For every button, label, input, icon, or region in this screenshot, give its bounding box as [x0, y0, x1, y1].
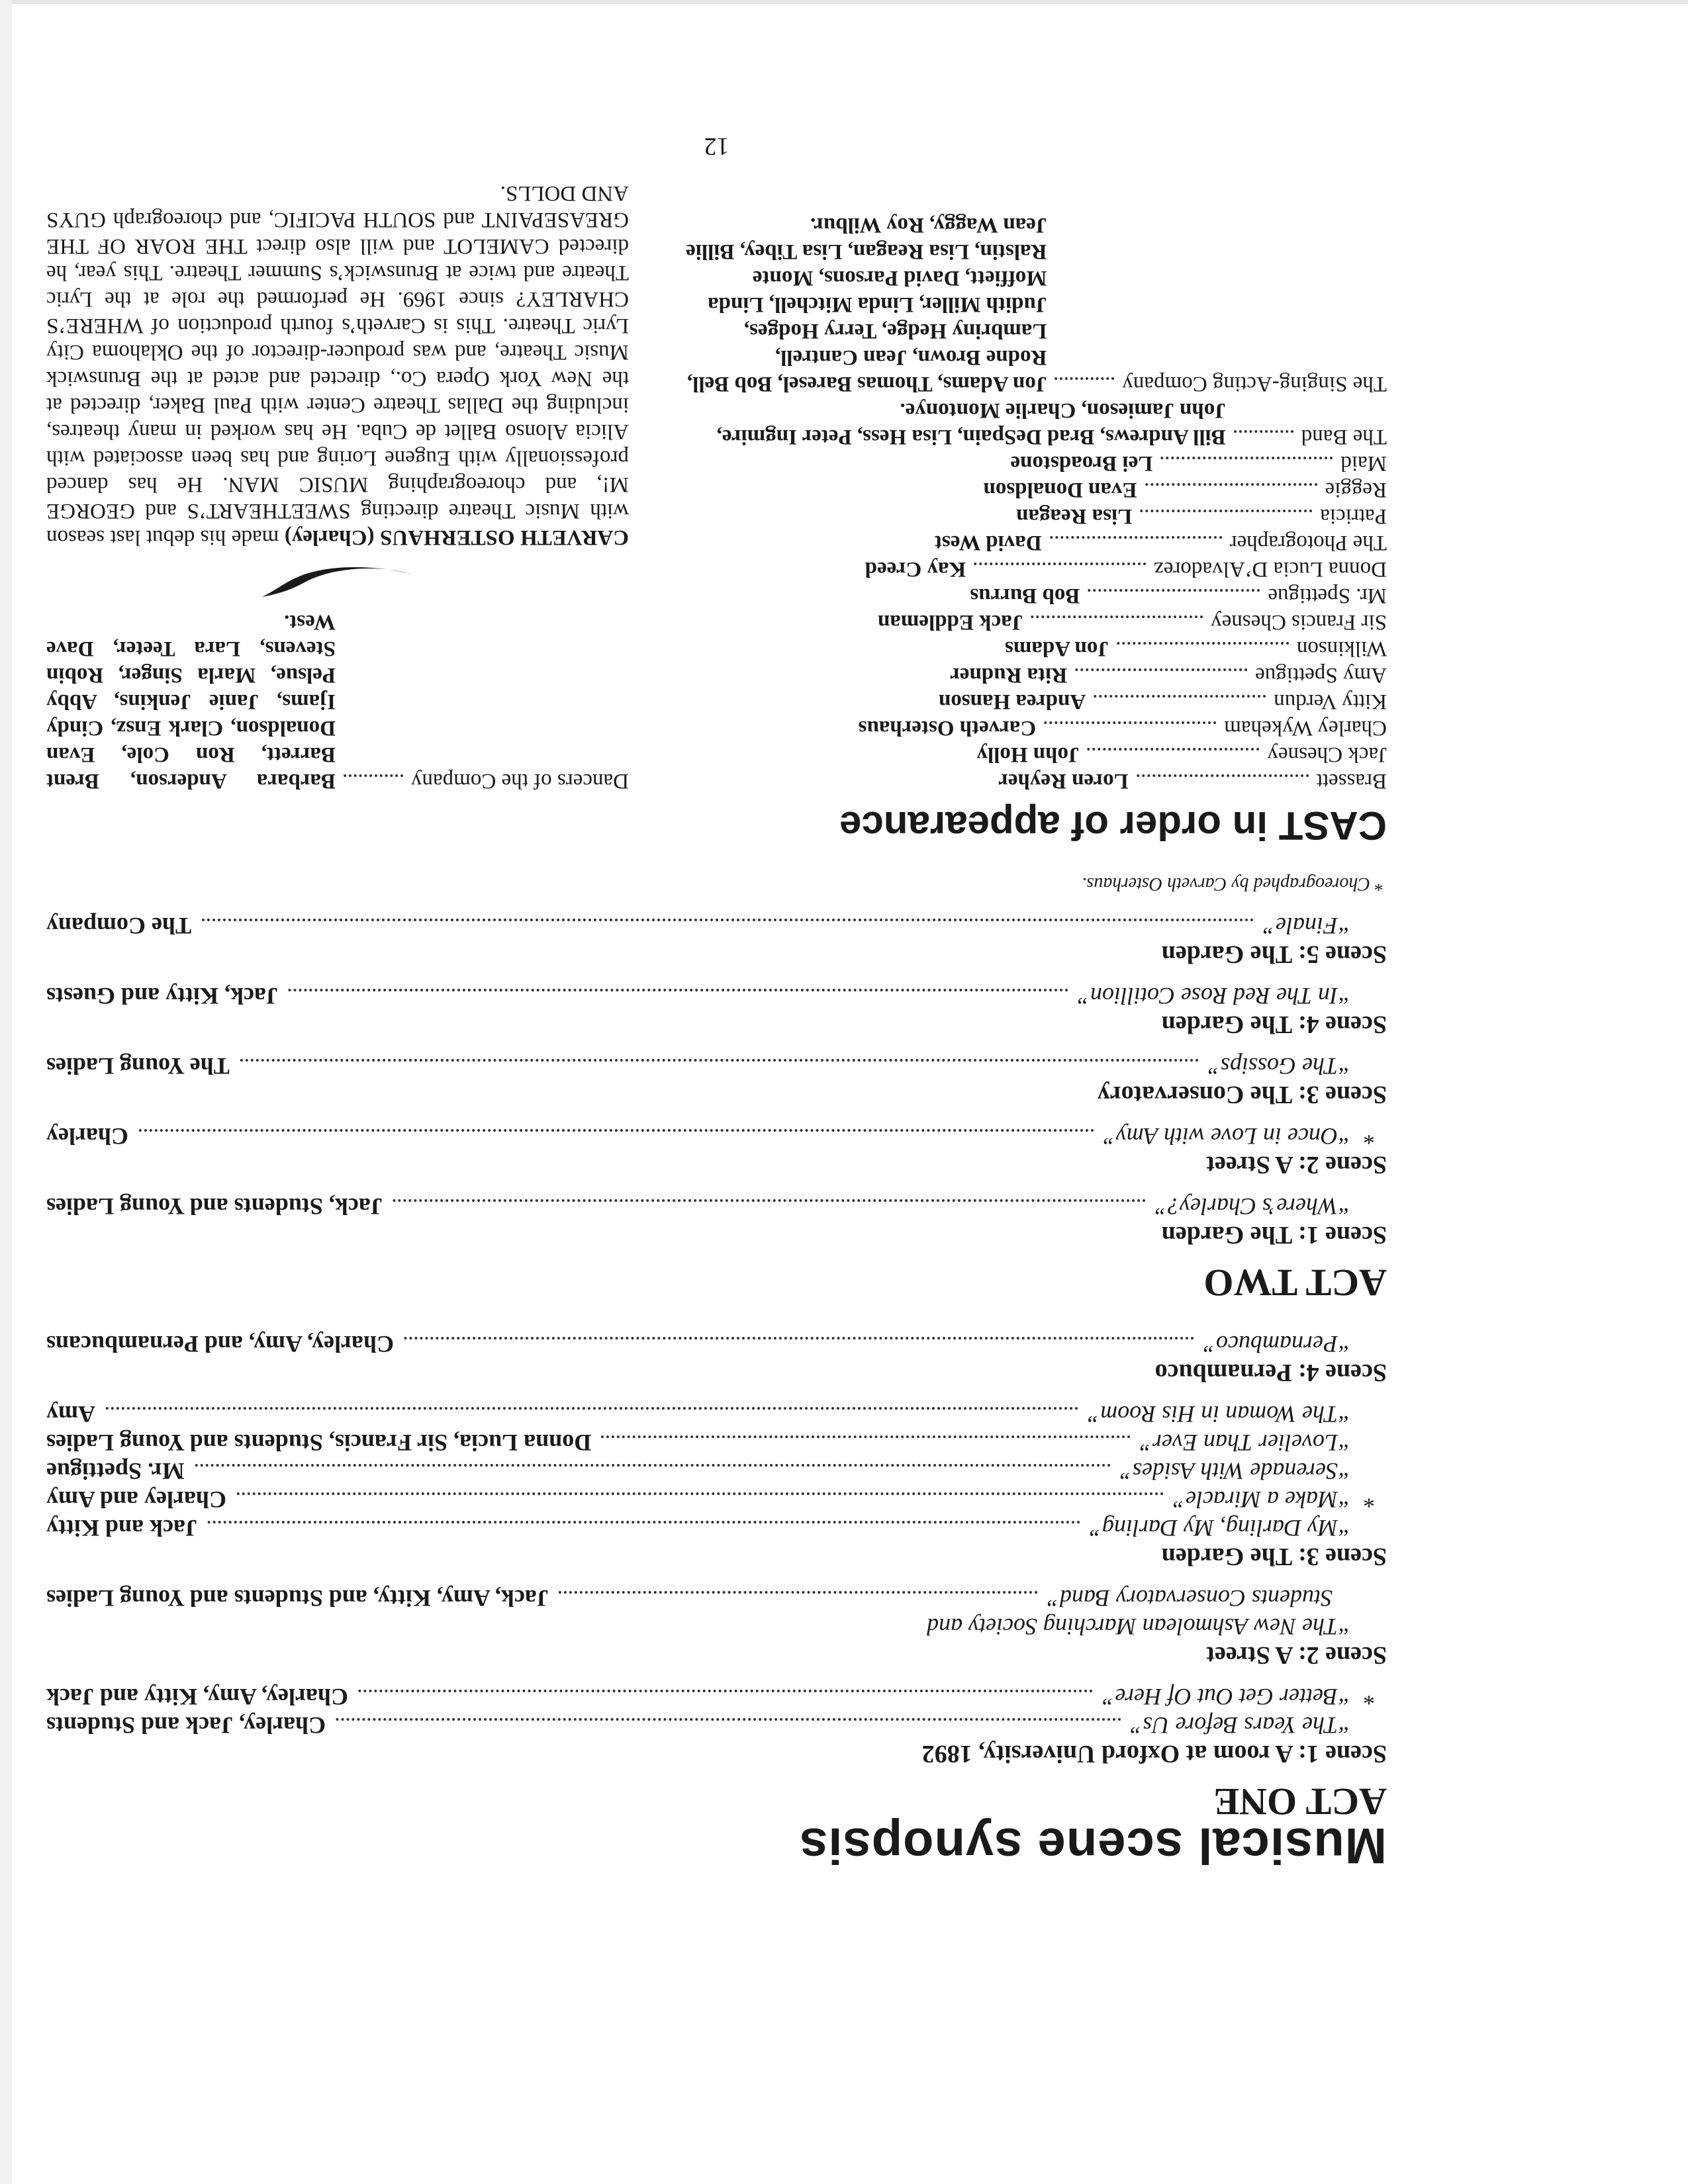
dot-leader	[1137, 774, 1309, 777]
song-title: “Pernambuco”	[1203, 1331, 1351, 1357]
dot-leader	[1031, 615, 1203, 618]
cast-role: Donna Lucia D’Alvadorez	[1154, 557, 1387, 581]
choreography-star: *	[1363, 1684, 1375, 1710]
cast-actor: John Holly	[976, 743, 1080, 766]
song-title: “The Years Before Us”	[1129, 1712, 1351, 1739]
song-title: “In The Red Rose Cotillion”	[1077, 983, 1351, 1009]
dot-leader	[357, 1690, 1092, 1692]
dot-leader	[344, 774, 403, 794]
dot-leader	[974, 563, 1146, 565]
song-performers: Jack and Kitty	[46, 1515, 198, 1541]
cast-role: The Photographer	[1229, 531, 1387, 555]
dot-leader	[1044, 721, 1216, 724]
dot-leader	[287, 989, 1068, 991]
choreography-star: *	[1363, 1123, 1375, 1150]
bio-text: made his debut last season with Music Theatre directing SWEETHEART’S and GEORGE M!, and choreographing MUSIC MAN. He has danced professionally with Eugene Loring and has been associated with Alicia Alonso Ballet de Cuba. He has worked in many theatres, including the Dallas Theatre Center with Paul Baker, directed at the New York Opera Co., directed and acted at the Brunswick Music Theatre, and was producer-director of the Oklahoma City Lyric Theatre. This is Carveth’s fourth production of WHERE’S CHARLEY? since 1969. He performed the role at the Lyric Theatre and twice at Brunswick’s Summer Theatre. This year, he directed CAMELOT and will also direct THE ROAR OF THE GREASEPAINT and SOUTH PACIFIC, and choreograph GUYS AND DOLLS.	[46, 181, 629, 549]
dot-leader	[239, 1059, 1198, 1062]
song-performers: Amy	[46, 1401, 95, 1428]
bio-name: CARVETH OSTERHAUS	[380, 525, 629, 549]
song-row	[46, 1485, 1387, 1514]
cast-columns	[46, 180, 1387, 794]
song-title: “Better Get Out Of Here”	[1102, 1684, 1351, 1710]
cast-group-row	[685, 212, 1387, 397]
song-row	[46, 1514, 1387, 1542]
cast-row	[685, 529, 1387, 556]
cast-row	[685, 662, 1387, 688]
song-row	[46, 1682, 1387, 1711]
choreography-star: *	[1363, 1486, 1375, 1513]
song-title-first-line: “The New Ashmolean Marching Society and	[927, 1614, 1351, 1640]
dot-leader	[1088, 589, 1260, 592]
cast-role: Kitty Verdun	[1274, 690, 1387, 713]
act-two-heading: ACT TWO	[1203, 1261, 1387, 1304]
cast-row	[685, 609, 1387, 635]
song-performers: Charley, Amy, and Pernambucans	[46, 1331, 395, 1357]
song-row	[46, 1428, 1387, 1457]
cast-group-members: Bill Andrews, Brad DeSpain, Lisa Hess, Peter Ingmire, John Jamieson, Charlie Montonye.	[716, 398, 1226, 449]
song-row	[46, 1192, 1387, 1220]
song-row	[46, 1584, 1387, 1612]
song-performers: Mr. Spettigue	[46, 1458, 185, 1484]
act-one-heading: ACT ONE	[1213, 1780, 1387, 1823]
song-row	[46, 1122, 1387, 1150]
song-title-line	[46, 1612, 1387, 1641]
dot-leader	[1055, 377, 1114, 397]
song-title: “The Woman in His Room”	[1087, 1401, 1351, 1428]
cast-actor: David West	[934, 531, 1042, 555]
song-performers: Charley and Amy	[46, 1486, 227, 1513]
song-title: “The Gossips”	[1207, 1053, 1351, 1079]
scene-heading: Scene 1: The Garden	[1161, 1221, 1387, 1249]
song-performers: The Young Ladies	[46, 1053, 230, 1079]
bio-role: (Charley)	[284, 525, 375, 549]
song-performers: Charley, Amy, Kitty and Jack	[46, 1684, 349, 1710]
dancers-members: Barbara Anderson, Brent Barrett, Ron Cole, Evan Donaldson, Clark Ensz, Cindy Ijams, Janie Jenkins, Abby Pelsue, Marla Singer, Robin Stevens, Lara Teeter, Dave West.	[46, 610, 336, 793]
dot-leader	[1117, 642, 1289, 645]
cast-actor: Evan Donaldson	[983, 478, 1137, 502]
page-title: Musical scene synopsis	[799, 1817, 1387, 1874]
dot-leader	[105, 1407, 1078, 1410]
cast-actor: Bob Burrus	[970, 584, 1080, 608]
cast-role: Patricia	[1320, 504, 1387, 528]
cast-actor: Kay Creed	[865, 557, 966, 581]
song-row	[46, 981, 1387, 1010]
cast-role: Amy Spettigue	[1255, 663, 1387, 687]
cast-actor: Lisa Reagan	[1016, 504, 1133, 528]
page-content	[46, 7, 1387, 1874]
dot-leader	[392, 1199, 1145, 1202]
cast-group-role: The Band	[1301, 425, 1387, 449]
cast-actor: Jack Eddleman	[878, 610, 1023, 634]
song-performers: Jack, Kitty and Guests	[46, 983, 279, 1009]
cast-actor: Rita Rudner	[950, 663, 1068, 687]
cast-role: Wilkinson	[1296, 637, 1387, 660]
scene-heading: Scene 1: A room at Oxford University, 1892	[921, 1740, 1387, 1768]
song-row	[46, 1457, 1387, 1485]
cast-group-members: Jon Adams, Thomas Baresel, Bob Bell, Rodne Brown, Jean Cantrell, Lambriny Hedge, Terry Hodges, Judith Miller, Linda Mitchell, Linda Moffiett, David Parsons, Monte Ralstin, Lisa Reagan, Lisa Tibey, Billie Jean Waggy, Roy Wilbur.	[686, 213, 1047, 396]
song-title: “Serenade With Asides”	[1119, 1458, 1351, 1484]
cast-right-column	[46, 180, 629, 794]
song-title: Students Conservatory Band”	[1047, 1585, 1333, 1612]
cast-role: Maid	[1340, 451, 1387, 475]
cast-row	[685, 688, 1387, 715]
dot-leader	[1140, 510, 1312, 512]
page-number: 12	[704, 132, 729, 160]
cast-role: Brassett	[1316, 769, 1387, 793]
swash-ornament	[258, 563, 417, 602]
cast-actor: Andrea Hanson	[938, 690, 1086, 713]
cast-group-role: The Singing-Acting Company	[1122, 372, 1387, 396]
dot-leader	[558, 1591, 1037, 1594]
cast-group-row	[685, 397, 1387, 450]
cast-row	[685, 477, 1387, 503]
choreography-footnote: * Choreographed by Carveth Osterhaus.	[1082, 874, 1384, 894]
dot-leader	[236, 1492, 1163, 1495]
cast-row	[685, 582, 1387, 609]
song-performers: Donna Lucia, Sir Francis, Students and Young Ladies	[46, 1430, 592, 1456]
scene-heading: Scene 2: A Street	[1206, 1151, 1387, 1179]
song-row	[46, 1400, 1387, 1428]
cast-row	[685, 741, 1387, 768]
song-title: “Once in Love with Amy”	[1102, 1123, 1351, 1150]
song-performers: Charley	[46, 1123, 128, 1150]
dancers-role: Dancers of the Company	[411, 769, 629, 793]
song-performers: Charley, Jack and Students	[46, 1712, 326, 1739]
cast-role: Jack Chesney	[1267, 743, 1387, 766]
cast-actor: Carveth Osterhaus	[858, 716, 1037, 740]
dancers-row	[46, 609, 629, 794]
cast-list	[685, 180, 1387, 794]
song-row	[46, 1052, 1387, 1080]
scene-heading: Scene 5: The Garden	[1161, 940, 1387, 968]
dot-leader	[1160, 457, 1333, 459]
dot-leader	[138, 1129, 1094, 1132]
cast-row	[685, 450, 1387, 477]
director-bio	[46, 180, 629, 551]
dot-leader	[1145, 483, 1317, 486]
song-title: “Make a Miracle”	[1172, 1486, 1351, 1513]
cast-actor: Loren Reyher	[998, 769, 1129, 793]
song-performers: Jack, Amy, Kitty, and Students and Young Ladies	[46, 1585, 549, 1612]
dot-leader	[1087, 748, 1259, 751]
dot-leader	[207, 1521, 1080, 1524]
scene-heading: Scene 4: Pernambuco	[1154, 1359, 1387, 1387]
song-row	[46, 911, 1387, 940]
cast-role: Sir Francis Chesney	[1211, 610, 1387, 634]
song-performers: The Company	[46, 913, 192, 939]
scene-heading: Scene 2: A Street	[1206, 1641, 1387, 1669]
cast-role: Reggie	[1325, 478, 1387, 502]
dot-leader	[1234, 430, 1293, 450]
dot-leader	[600, 1435, 1130, 1438]
song-row	[46, 1330, 1387, 1358]
song-title: “Finale”	[1262, 913, 1351, 939]
dot-leader	[403, 1337, 1194, 1340]
cast-row	[685, 768, 1387, 794]
dot-leader	[201, 919, 1253, 921]
song-title: “My Darling, My Darling”	[1089, 1515, 1351, 1541]
scene-heading: Scene 4: The Garden	[1161, 1011, 1387, 1038]
cast-heading: CAST in order of appearance	[839, 803, 1387, 848]
song-performers: Jack, Students and Young Ladies	[46, 1193, 383, 1220]
cast-actor: Jon Adams	[1005, 637, 1109, 660]
song-row	[46, 1711, 1387, 1739]
scene-heading: Scene 3: The Garden	[1161, 1543, 1387, 1570]
dot-leader	[1075, 668, 1247, 671]
cast-role: Charley Wykeham	[1224, 716, 1387, 740]
scene-heading: Scene 3: The Conservatory	[1097, 1081, 1387, 1109]
cast-row	[685, 715, 1387, 741]
dot-leader	[1094, 695, 1266, 698]
song-title: “Where’s Charley?”	[1154, 1193, 1351, 1220]
cast-actor: Lei Broadstone	[1010, 451, 1153, 475]
dot-leader	[1050, 536, 1222, 539]
dot-leader	[194, 1464, 1110, 1467]
song-title: “Lovelier Than Ever”	[1139, 1430, 1351, 1456]
cast-row	[685, 556, 1387, 582]
cast-row	[685, 635, 1387, 662]
dot-leader	[335, 1718, 1121, 1721]
cast-role: Mr. Spettigue	[1268, 584, 1387, 608]
cast-row	[685, 503, 1387, 529]
